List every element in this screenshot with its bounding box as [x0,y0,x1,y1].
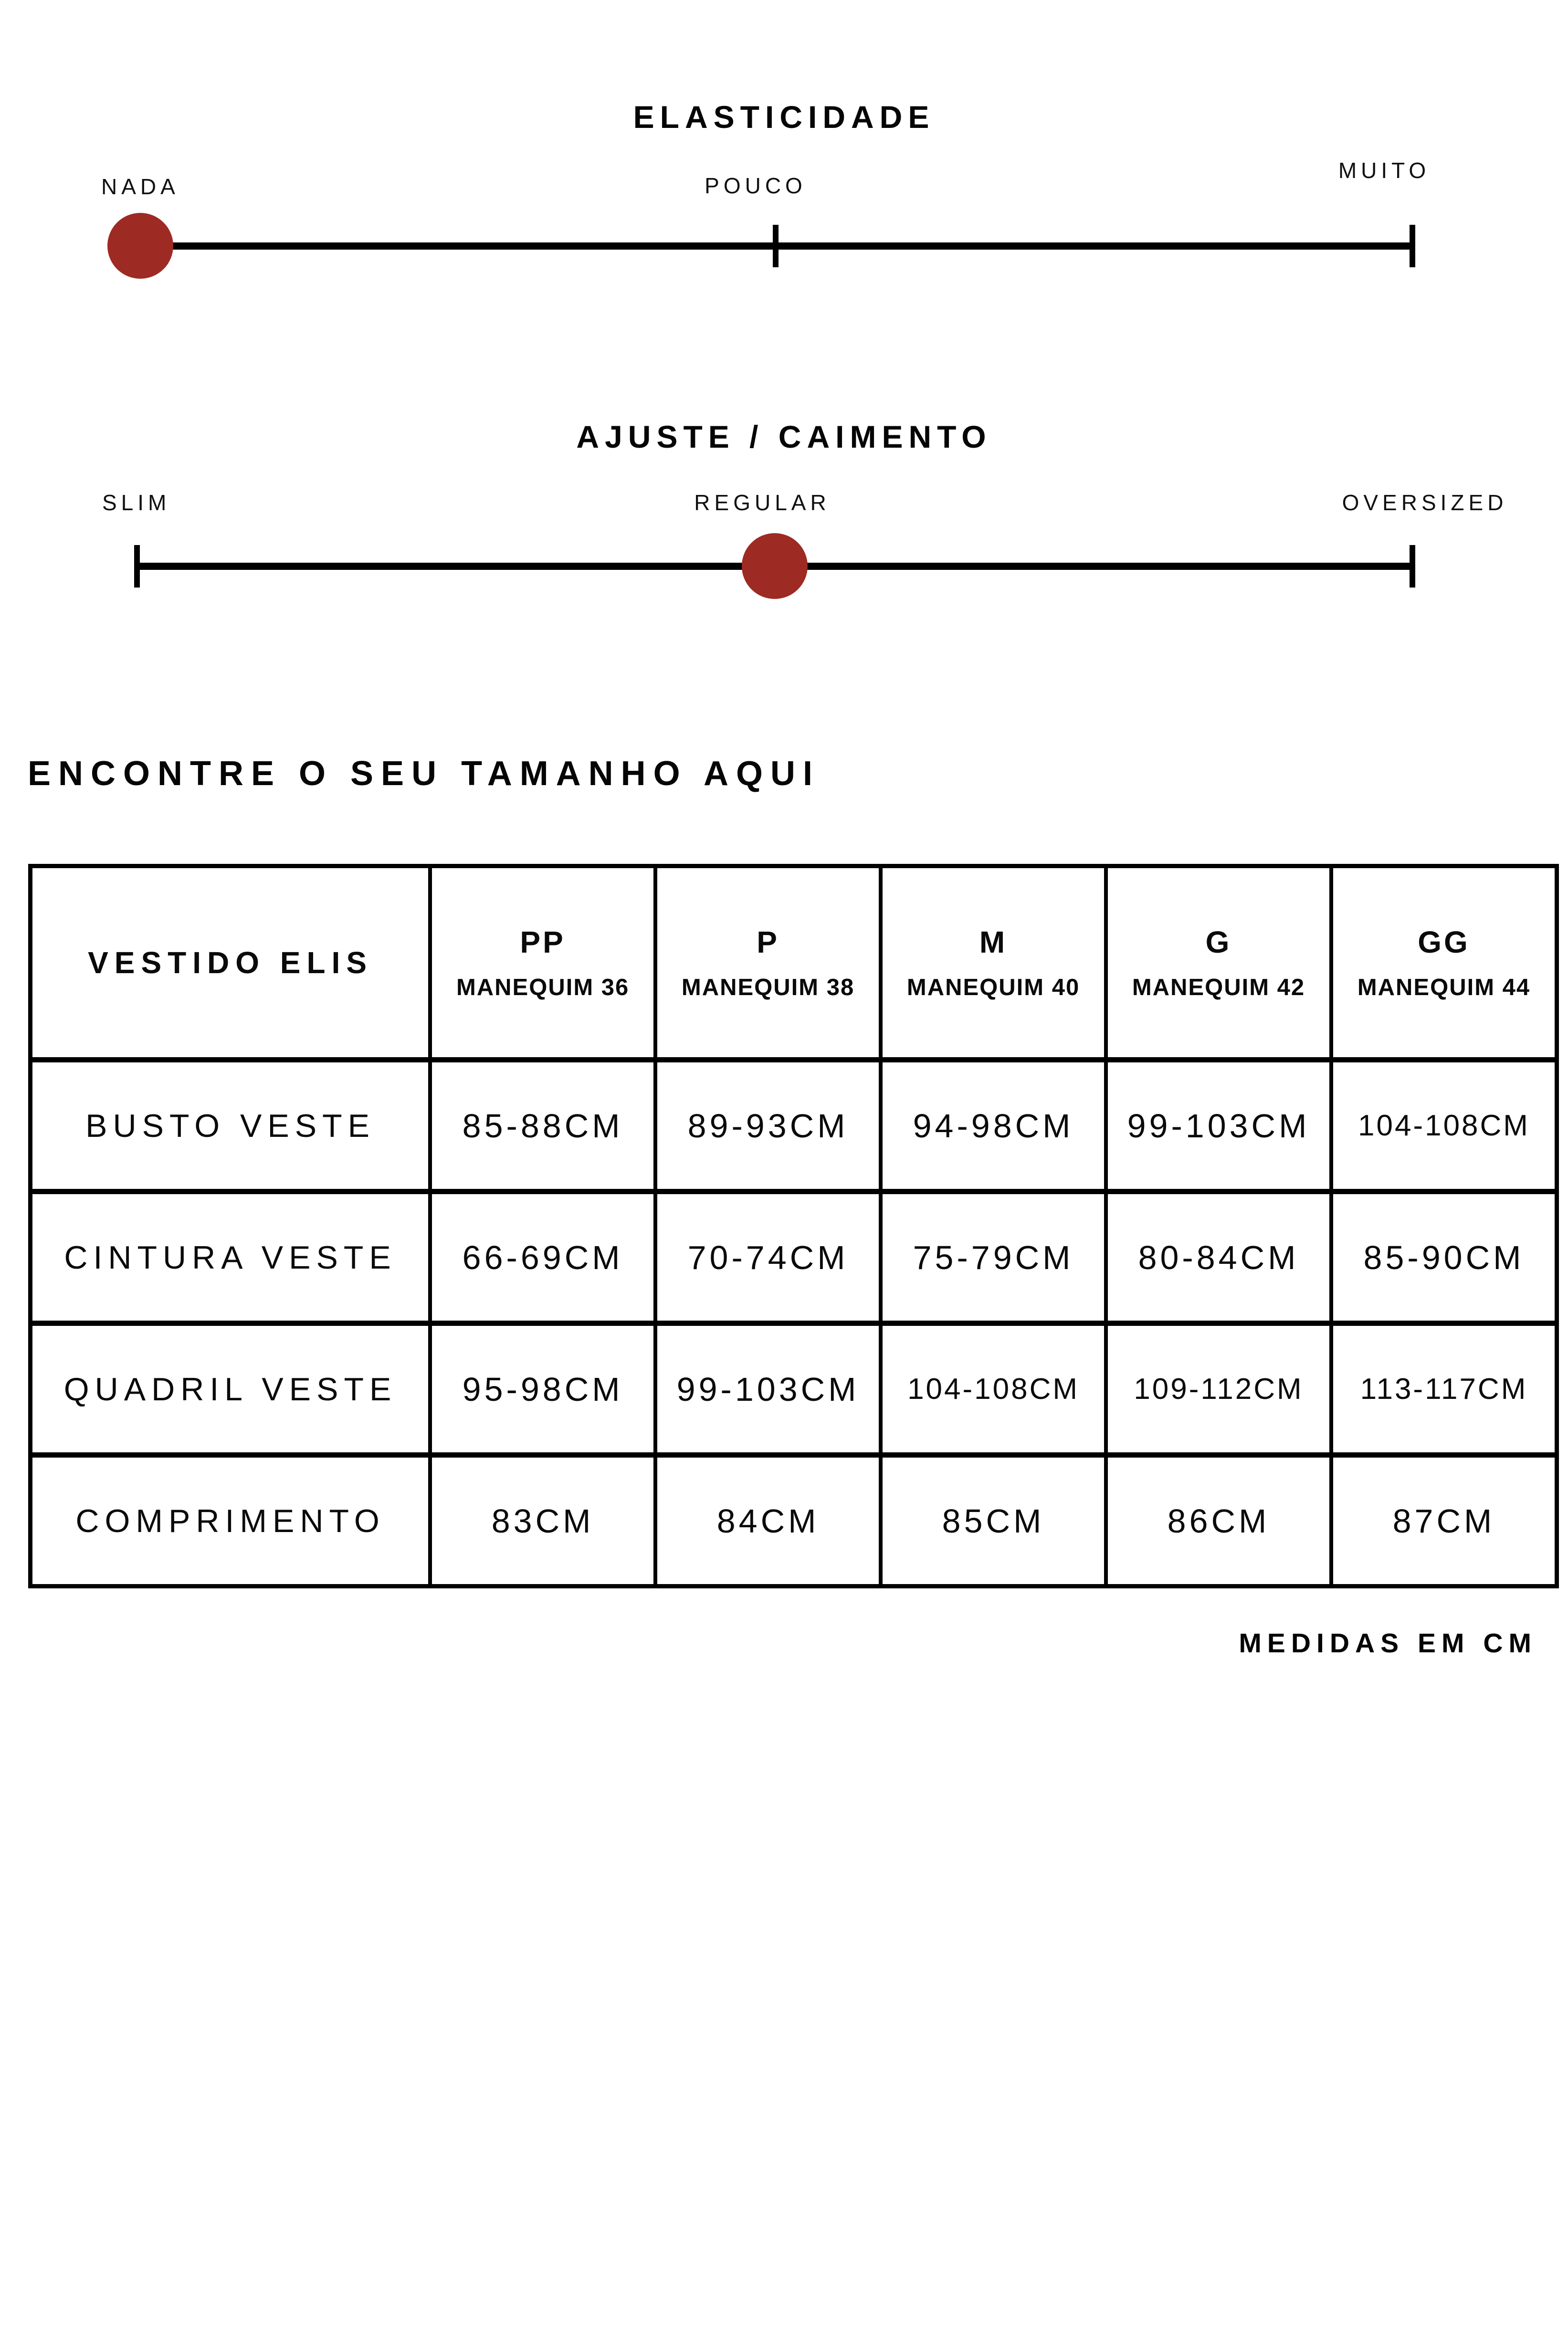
elasticity-title: ELASTICIDADE [633,99,935,135]
elasticity-label-center: POUCO [705,173,807,198]
measurement-value: 85CM [942,1502,1045,1540]
size-letter: M [979,925,1008,959]
table-cell [428,1321,653,1452]
table-cell [1329,1189,1555,1321]
row-label: COMPRIMENTO [75,1502,385,1539]
measurement-value: 94-98CM [913,1107,1074,1144]
row-label: CINTURA VESTE [64,1239,397,1276]
measurement-value: 80-84CM [1138,1239,1299,1276]
size-letter: GG [1418,925,1470,959]
table-header-size-p [653,868,879,1057]
table-cell [879,1321,1104,1452]
elasticity-label-right: MUITO [1338,158,1431,183]
measurement-value: 66-69CM [462,1239,623,1276]
measurement-value: 104-108CM [1358,1109,1530,1142]
measurement-value: 83CM [491,1502,594,1540]
measurement-value: 89-93CM [687,1107,849,1144]
measurement-value: 84CM [716,1502,820,1540]
elasticity-right-tick [1410,225,1415,267]
fit-left-tick [134,545,140,588]
table-cell [653,1321,879,1452]
measurement-value: 109-112CM [1134,1373,1304,1406]
measurement-value: 86CM [1167,1502,1270,1540]
measurement-value: 104-108CM [907,1373,1080,1406]
table-header-product [32,868,428,1057]
table-cell [1329,1057,1555,1189]
table-header-size-pp [428,868,653,1057]
size-letter: G [1205,925,1232,959]
table-cell [879,1189,1104,1321]
table-row-label-cintura [32,1189,428,1321]
product-name: VESTIDO ELIS [88,945,373,980]
table-cell [879,1057,1104,1189]
table-cell [653,1189,879,1321]
table-cell [428,1452,653,1584]
table-cell [879,1452,1104,1584]
fit-label-left: SLIM [102,490,171,515]
find-your-size-heading: ENCONTRE O SEU TAMANHO AQUI [28,755,821,793]
fit-slider-handle [742,533,808,599]
table-cell [428,1057,653,1189]
measurement-value: 95-98CM [462,1370,623,1408]
table-row-label-busto [32,1057,428,1189]
measurement-value: 85-88CM [462,1107,623,1144]
measurement-value: 99-103CM [676,1370,860,1408]
table-row-label-quadril [32,1321,428,1452]
size-letter: P [757,925,779,959]
table-cell [1104,1189,1329,1321]
measurement-value: 99-103CM [1127,1107,1310,1144]
table-cell [1104,1321,1329,1452]
table-header-size-m [879,868,1104,1057]
table-cell [653,1057,879,1189]
fit-label-right: OVERSIZED [1342,490,1508,515]
row-label: QUADRIL VESTE [63,1371,397,1407]
table-cell [1329,1321,1555,1452]
mannequin-label: MANEQUIM 44 [1357,975,1531,1000]
mannequin-label: MANEQUIM 40 [906,975,1080,1000]
table-cell [1104,1452,1329,1584]
mannequin-label: MANEQUIM 42 [1132,975,1305,1000]
table-row-label-comprimento [32,1452,428,1584]
measurement-value: 75-79CM [913,1239,1074,1276]
mannequin-label: MANEQUIM 38 [681,975,855,1000]
row-label: BUSTO VESTE [85,1107,375,1144]
elasticity-slider-handle [107,213,173,279]
size-letter: PP [520,925,566,959]
measurements-unit-note: MEDIDAS EM CM [1239,1628,1537,1659]
elasticity-center-tick [773,225,779,267]
table-header-size-gg [1329,868,1555,1057]
measurement-value: 85-90CM [1363,1239,1525,1276]
measurement-value: 70-74CM [687,1239,849,1276]
table-cell [1329,1452,1555,1584]
fit-right-tick [1410,545,1415,588]
table-cell [653,1452,879,1584]
size-table [28,864,1559,1588]
mannequin-label: MANEQUIM 36 [456,975,630,1000]
table-cell [428,1189,653,1321]
fit-label-center: REGULAR [694,490,831,515]
elasticity-label-left: NADA [101,174,179,199]
fit-title: AJUSTE / CAIMENTO [576,419,992,454]
table-cell [1104,1057,1329,1189]
measurement-value: 87CM [1392,1502,1495,1540]
table-header-size-g [1104,868,1329,1057]
measurement-value: 113-117CM [1360,1373,1528,1406]
